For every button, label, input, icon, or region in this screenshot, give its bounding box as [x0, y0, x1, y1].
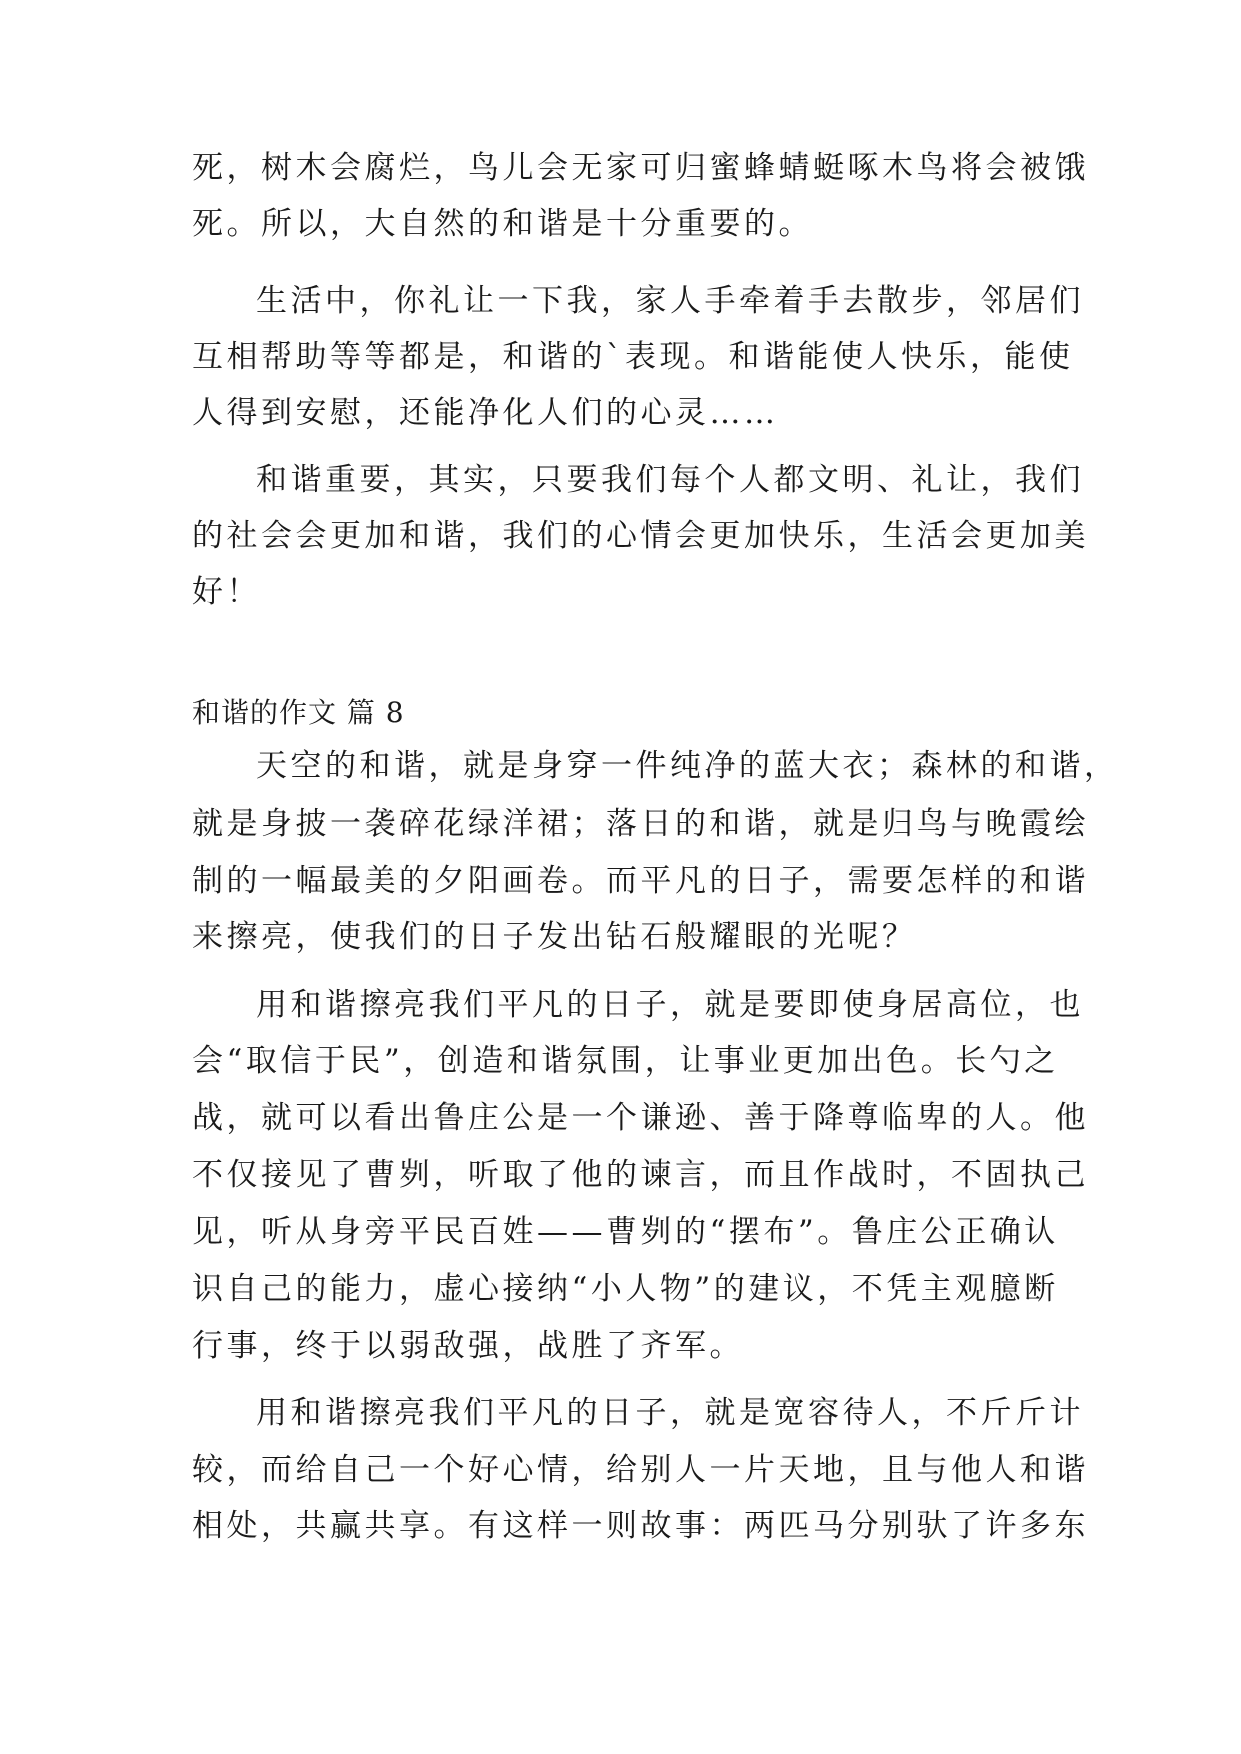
- text-line: 行事，终于以弱敌强，战胜了齐军。: [192, 1328, 744, 1364]
- text-line: 和谐重要，其实，只要我们每个人都文明、礼让，我们: [256, 462, 1084, 498]
- text-line: 识自己的能力，虚心接纳“小人物”的建议，不凭主观臆断: [192, 1271, 1059, 1307]
- text-line: 用和谐擦亮我们平凡的日子，就是宽容待人，不斤斤计: [256, 1395, 1084, 1431]
- text-line: 死。所以，大自然的和谐是十分重要的。: [192, 206, 813, 242]
- section-heading: 和谐的作文 篇 8: [192, 696, 405, 729]
- text-line: 不仅接见了曹刿，听取了他的谏言，而且作战时，不固执己: [192, 1157, 1089, 1193]
- text-line: 天空的和谐，就是身穿一件纯净的蓝大衣；森林的和谐，: [256, 748, 1119, 784]
- text-line: 人得到安慰，还能净化人们的心灵……: [192, 395, 779, 431]
- text-line: 就是身披一袭碎花绿洋裙；落日的和谐，就是归鸟与晚霞绘: [192, 806, 1089, 842]
- text-line: 制的一幅最美的夕阳画卷。而平凡的日子，需要怎样的和谐: [192, 863, 1089, 899]
- text-line: 相处，共赢共享。有这样一则故事：两匹马分别驮了许多东: [192, 1508, 1089, 1544]
- text-line: 用和谐擦亮我们平凡的日子，就是要即使身居高位，也: [256, 987, 1084, 1023]
- text-line: 来擦亮，使我们的日子发出钻石般耀眼的光呢？: [192, 919, 917, 955]
- text-line: 死，树木会腐烂，鸟儿会无家可归蜜蜂蜻蜓啄木鸟将会被饿: [192, 150, 1089, 186]
- text-line: 生活中，你礼让一下我，家人手牵着手去散步，邻居们: [256, 283, 1084, 319]
- text-line: 会“取信于民”，创造和谐氛围，让事业更加出色。长勺之: [192, 1043, 1059, 1079]
- text-line: 的社会会更加和谐，我们的心情会更加快乐，生活会更加美: [192, 518, 1089, 554]
- text-line: 好！: [192, 574, 261, 610]
- text-line: 见，听从身旁平民百姓——曹刿的“摆布”。鲁庄公正确认: [192, 1214, 1059, 1250]
- text-line: 较，而给自己一个好心情，给别人一片天地，且与他人和谐: [192, 1452, 1089, 1488]
- text-line: 互相帮助等等都是，和谐的`表现。和谐能使人快乐，能使: [192, 339, 1074, 375]
- text-line: 战，就可以看出鲁庄公是一个谦逊、善于降尊临卑的人。他: [192, 1100, 1089, 1136]
